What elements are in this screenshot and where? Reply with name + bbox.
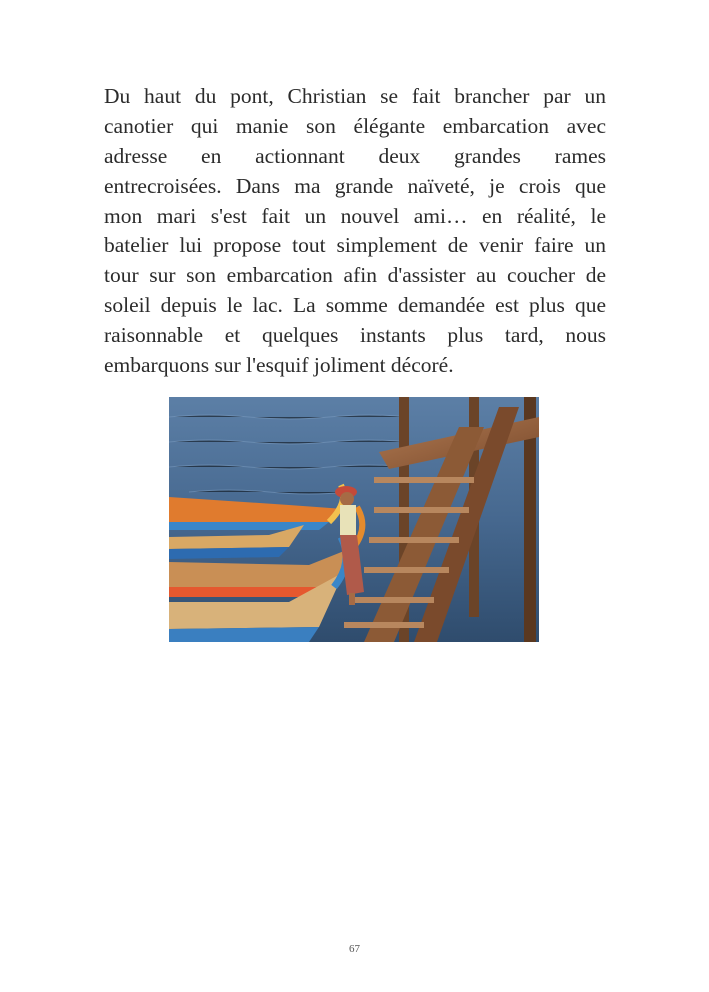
paragraph-line: canotier qui manie son élégante embarcation avec: [104, 113, 606, 138]
paragraph-line: mon mari s'est fait un nouvel ami… en réalité, le: [104, 203, 606, 228]
paragraph-line: entrecroisées. Dans ma grande naïveté, je crois que: [104, 173, 606, 198]
paragraph-line: raisonnable et quelques instants plus tard, nous: [104, 323, 606, 348]
body-paragraph: [104, 82, 606, 381]
page-number: 67: [349, 943, 360, 955]
paragraph-line: adresse en actionnant deux grandes rames: [104, 143, 606, 168]
paragraph-line: Du haut du pont, Christian se fait brancher par un: [104, 84, 606, 108]
paragraph-line: batelier lui propose tout simplement de venir faire un: [104, 233, 606, 258]
paragraph-line: soleil depuis le lac. La somme demandée est plus que: [104, 293, 606, 318]
paragraph-line: tour sur son embarcation afin d'assister au coucher de: [104, 263, 606, 288]
photo-illustration: [169, 397, 539, 642]
paragraph-line: embarquons sur l'esquif joliment décoré.: [104, 353, 454, 378]
boat-photo: [169, 397, 539, 642]
